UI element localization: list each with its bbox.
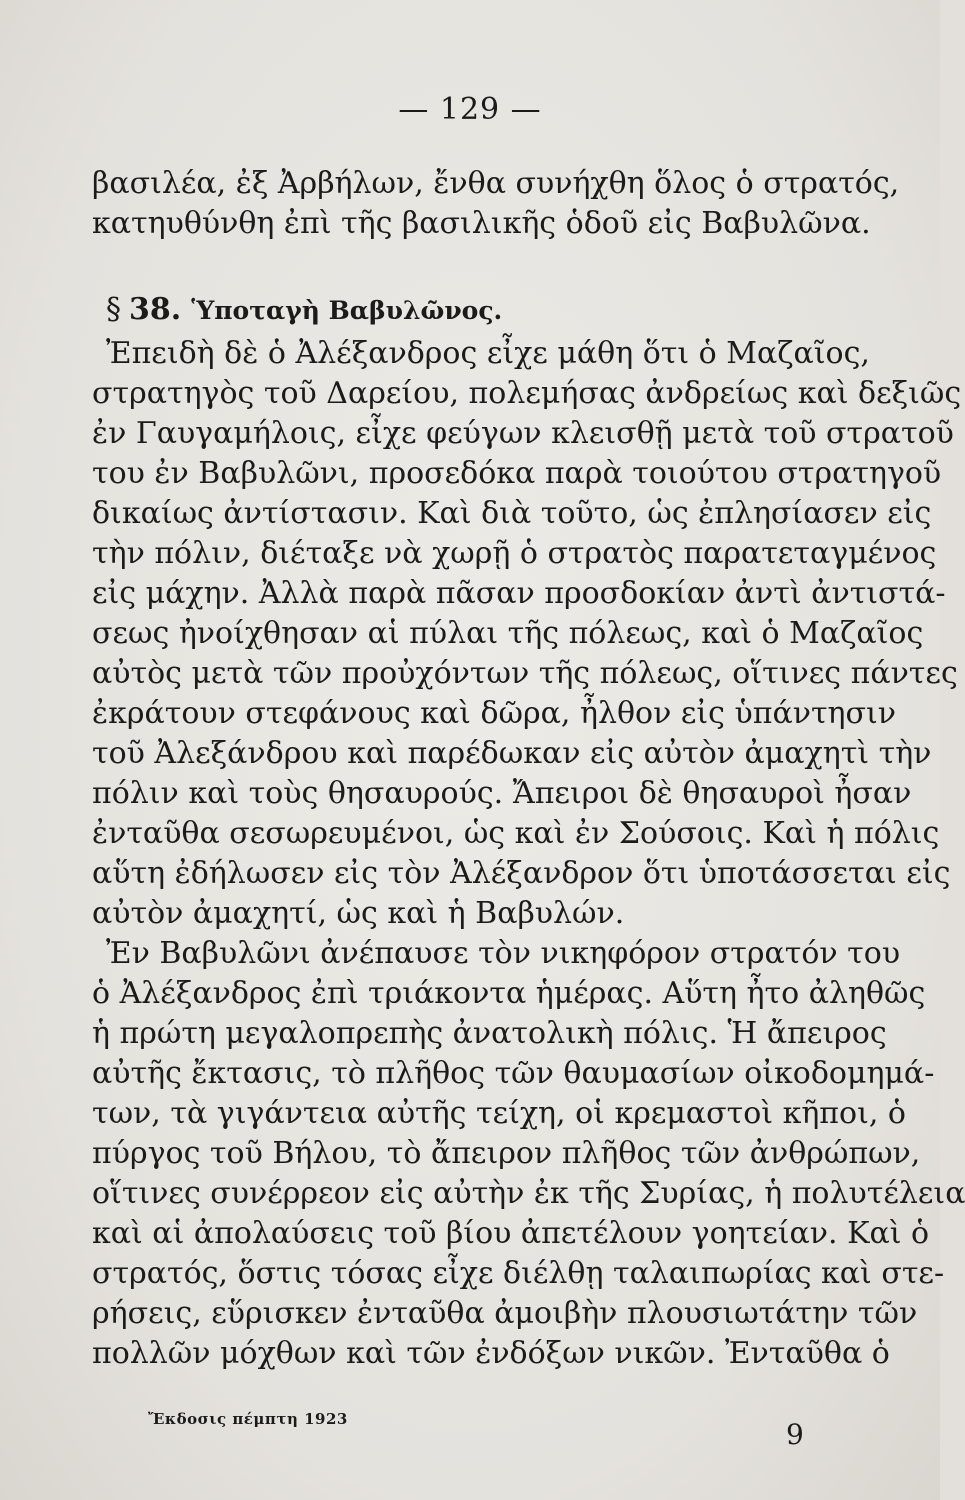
signature-mark: 9 bbox=[786, 1418, 804, 1451]
text-line: ἐκράτουν στεφάνους καὶ δῶρα, ἦλθον εἰς ὑπάντησιν bbox=[92, 696, 896, 731]
text-line: στρατός, ὅστις τόσας εἶχε διέλθῃ ταλαιπωρίας καὶ στε- bbox=[92, 1256, 945, 1291]
text-line: σεως ἠνοίχθησαν αἱ πύλαι τῆς πόλεως, καὶ ὁ Μαζαῖος bbox=[92, 616, 924, 651]
section-heading bbox=[106, 290, 502, 331]
text-line: πύργος τοῦ Βήλου, τὸ ἄπειρον πλῆθος τῶν ἀνθρώπων, bbox=[92, 1136, 921, 1171]
text-line: του ἐν Βαβυλῶνι, προσεδόκα παρὰ τοιούτου στρατηγοῦ bbox=[92, 456, 942, 491]
text-line: ἐν Γαυγαμήλοις, εἶχε φεύγων κλεισθῇ μετὰ τοῦ στρατοῦ bbox=[92, 416, 954, 451]
text-line: δικαίως ἀντίστασιν. Καὶ διὰ τοῦτο, ὡς ἐπλησίασεν εἰς bbox=[92, 496, 932, 531]
text-line: ἐνταῦθα σεσωρευμένοι, ὡς καὶ ἐν Σούσοις. Καὶ ἡ πόλις bbox=[92, 816, 940, 851]
text-line: κατηυθύνθη ἐπὶ τῆς βασιλικῆς ὁδοῦ εἰς Βαβυλῶνα. bbox=[92, 206, 871, 241]
text-line: καὶ αἱ ἀπολαύσεις τοῦ βίου ἀπετέλουν γοητείαν. Καὶ ὁ bbox=[92, 1216, 930, 1251]
text-line: ρήσεις, εὕρισκεν ἐνταῦθα ἀμοιβὴν πλουσιωτάτην τῶν bbox=[92, 1296, 918, 1331]
text-line: οἵτινες συνέρρεον εἰς αὐτὴν ἐκ τῆς Συρίας, ἡ πολυτέλεια bbox=[92, 1176, 965, 1211]
text-line: πόλιν καὶ τοὺς θησαυρούς. Ἄπειροι δὲ θησαυροὶ ἦσαν bbox=[92, 776, 912, 811]
text-line: Ἐν Βαβυλῶνι ἀνέπαυσε τὸν νικηφόρον στρατόν του bbox=[106, 936, 901, 971]
text-line: Ἐπειδὴ δὲ ὁ Ἀλέξανδρος εἶχε μάθη ὅτι ὁ Μαζαῖος, bbox=[106, 336, 870, 371]
text-line: αὐτὸς μετὰ τῶν προὐχόντων τῆς πόλεως, οἵτινες πάντες bbox=[92, 656, 958, 691]
text-line: αὕτη ἐδήλωσεν εἰς τὸν Ἀλέξανδρον ὅτι ὑποτάσσεται εἰς bbox=[92, 856, 951, 891]
text-line: των, τὰ γιγάντεια αὐτῆς τείχη, οἱ κρεμαστοὶ κῆποι, ὁ bbox=[92, 1096, 906, 1131]
text-line: στρατηγὸς τοῦ Δαρείου, πολεμήσας ἀνδρείως καὶ δεξιῶς bbox=[92, 376, 962, 411]
page-number: — 129 — bbox=[398, 92, 542, 127]
text-line: βασιλέα, ἐξ Ἀρβήλων, ἔνθα συνήχθη ὅλος ὁ στρατός, bbox=[92, 166, 900, 201]
text-line: πολλῶν μόχθων καὶ τῶν ἐνδόξων νικῶν. Ἐνταῦθα ὁ bbox=[92, 1336, 890, 1371]
text-line: αὐτὸν ἀμαχητί, ὡς καὶ ἡ Βαβυλών. bbox=[92, 896, 625, 931]
section-title: Ὑποταγὴ Βαβυλῶνος. bbox=[191, 296, 503, 325]
section-number: 38. bbox=[129, 292, 182, 327]
text-line: τὴν πόλιν, διέταξε νὰ χωρῇ ὁ στρατὸς παρατεταγμένος bbox=[92, 536, 937, 571]
text-line: τοῦ Ἀλεξάνδρου καὶ παρέδωκαν εἰς αὐτὸν ἀμαχητὶ τὴν bbox=[92, 736, 932, 771]
text-line: ὁ Ἀλέξανδρος ἐπὶ τριάκοντα ἡμέρας. Αὕτη ἦτο ἀληθῶς bbox=[92, 976, 926, 1011]
section-sign: § bbox=[106, 292, 121, 327]
text-line: αὐτῆς ἔκτασις, τὸ πλῆθος τῶν θαυμασίων οἰκοδομημά- bbox=[92, 1056, 935, 1091]
text-line: εἰς μάχην. Ἀλλὰ παρὰ πᾶσαν προσδοκίαν ἀντὶ ἀντιστά- bbox=[92, 576, 946, 611]
text-line: ἡ πρώτη μεγαλοπρεπὴς ἀνατολικὴ πόλις. Ἡ ἄπειρος bbox=[92, 1016, 887, 1051]
edition-note: Ἔκδοσις πέμπτη 1923 bbox=[148, 1410, 348, 1428]
